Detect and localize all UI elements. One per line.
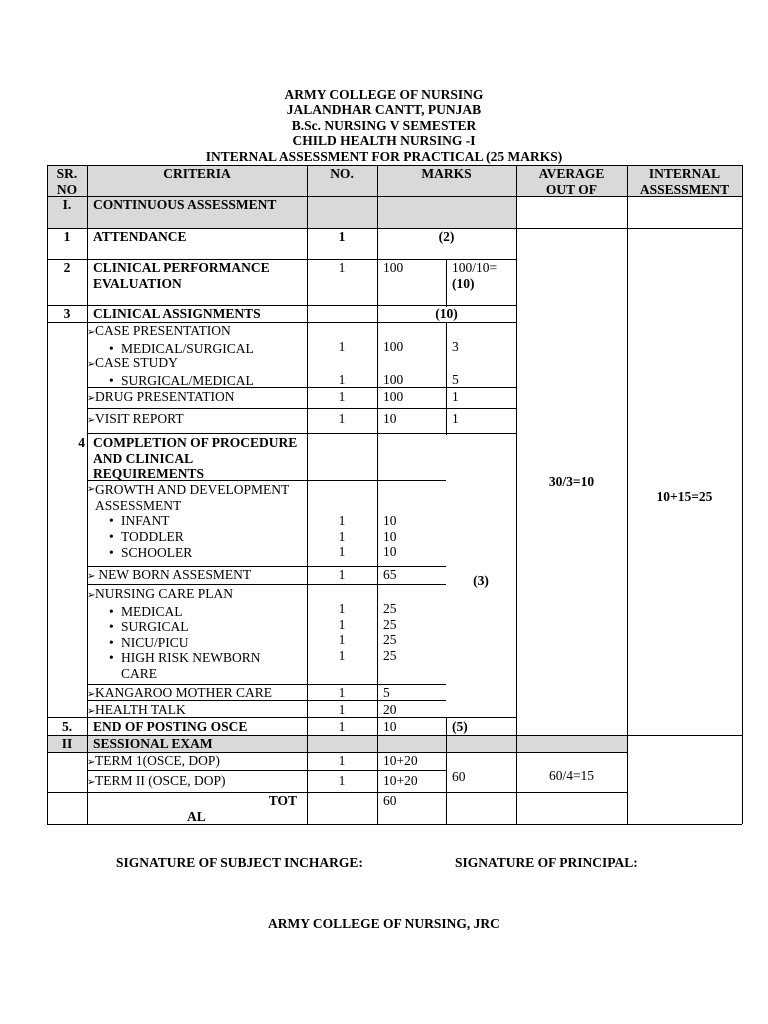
case-presentation-score: 3: [452, 339, 459, 354]
arrow-bullet-icon: ➢: [87, 359, 96, 370]
header-average: AVERAGE OUT OF: [538, 166, 605, 197]
arrow-bullet-icon: ➢: [87, 327, 96, 338]
term2-marks: 10+20: [383, 773, 418, 788]
case-presentation-label: CASE PRESENTATION: [95, 323, 231, 338]
care-plan-item-marks: 25: [383, 616, 397, 632]
health-talk-cell: [87, 702, 307, 720]
arrow-bullet-icon: ➢: [87, 777, 96, 788]
arrow-bullet-icon: ➢: [87, 706, 96, 717]
header-college: ARMY COLLEGE OF NURSING: [284, 87, 484, 102]
drug-presentation-marks: 100: [383, 389, 404, 404]
section-2-label: SESSIONAL EXAM: [93, 736, 213, 751]
header-semester: B.Sc. NURSING V SEMESTER: [291, 117, 477, 133]
case-study-sub: SURGICAL/MEDICAL: [121, 372, 254, 388]
visit-report-label: VISIT REPORT: [95, 411, 184, 426]
header-location: JALANDHAR CANTT, PUNJAB: [286, 102, 482, 118]
kangaroo-no: 1: [338, 685, 346, 700]
arrow-bullet-icon: ➢: [87, 590, 96, 601]
care-plan-item-no: 1: [338, 647, 346, 663]
signature-principal: SIGNATURE OF PRINCIPAL:: [455, 855, 638, 870]
care-plan-item-label: MEDICAL: [121, 603, 183, 619]
internal-assessment-total: 10+15=25: [656, 489, 713, 504]
completion-label: COMPLETION OF PROCEDURE AND CLINICAL REQUIREMENTS: [93, 435, 298, 482]
attendance-label: ATTENDANCE: [93, 229, 187, 244]
bullet-icon: •: [109, 513, 114, 529]
total-label-b: AL: [187, 808, 206, 824]
drug-presentation-score: 1: [452, 389, 459, 404]
growth-item-no: 1: [338, 513, 346, 528]
arrow-bullet-icon: ➢: [87, 571, 96, 582]
term2-label: TERM II (OSCE, DOP): [95, 773, 226, 788]
term1-label: TERM 1(OSCE, DOP): [95, 753, 220, 768]
visit-report-no: 1: [338, 411, 346, 426]
clinical-perf-label: CLINICAL PERFORMANCE EVALUATION: [93, 260, 270, 291]
term1-cell: [87, 753, 307, 771]
header-srno: SR. NO: [56, 166, 78, 197]
bullet-icon: •: [109, 603, 114, 619]
care-plan-item-marks: 25: [383, 647, 397, 663]
attendance-no: 1: [338, 229, 346, 244]
section-1-sr: I.: [62, 197, 72, 212]
term1-no: 1: [338, 753, 346, 768]
health-talk-no: 1: [338, 702, 346, 717]
attendance-sr: 1: [63, 229, 71, 244]
care-plan-item-marks: 25: [383, 601, 397, 616]
growth-item-label: TODDLER: [121, 528, 184, 544]
care-plan-item-no: 1: [338, 632, 346, 648]
bullet-icon: •: [109, 340, 114, 356]
arrow-bullet-icon: ➢: [87, 393, 96, 404]
signature-subject-incharge: SIGNATURE OF SUBJECT INCHARGE:: [116, 855, 363, 870]
kangaroo-marks: 5: [383, 685, 390, 700]
care-plan-no-col: [307, 601, 377, 663]
newborn-cell: [87, 567, 307, 585]
header-assessment: INTERNAL ASSESSMENT FOR PRACTICAL (25 MARKS): [205, 148, 563, 164]
case-study-label: CASE STUDY: [95, 355, 178, 370]
header-marks: MARKS: [421, 166, 472, 181]
case-study-score: 5: [452, 372, 459, 387]
total-label-a: TOT: [268, 793, 297, 808]
clinical-assign-label: CLINICAL ASSIGNMENTS: [93, 306, 261, 321]
growth-item-marks: 10: [383, 528, 397, 544]
clinical-perf-calc-b: (10): [452, 275, 475, 291]
sessional-average: 60/4=15: [548, 768, 595, 783]
health-talk-label: HEALTH TALK: [95, 702, 186, 717]
visit-report-marks: 10: [383, 411, 397, 426]
section-1-label: CONTINUOUS ASSESSMENT: [93, 197, 277, 212]
osce-no: 1: [338, 719, 346, 734]
case-study-no: 1: [338, 372, 346, 387]
header-subject: CHILD HEALTH NURSING -I: [292, 133, 476, 149]
clinical-perf-sr: 2: [63, 260, 71, 275]
care-plan-item-label: NICU/PICU: [121, 634, 189, 650]
growth-marks-col: [377, 513, 446, 560]
growth-item-label: INFANT: [121, 513, 170, 529]
care-plan-item-no: 1: [338, 616, 346, 632]
care-plan-item-marks: 25: [383, 632, 397, 648]
sessional-total: 60: [452, 769, 466, 784]
header-criteria: CRITERIA: [163, 166, 231, 181]
osce-sr: 5.: [61, 719, 73, 734]
care-plan-label: NURSING CARE PLAN: [95, 586, 234, 601]
case-presentation-marks: 100: [383, 339, 404, 354]
drug-presentation-cell: [87, 389, 307, 407]
drug-presentation-no: 1: [338, 389, 346, 404]
clinical-assign-sr: 3: [63, 306, 71, 321]
growth-no-col: [307, 513, 377, 560]
kangaroo-label: KANGAROO MOTHER CARE: [95, 685, 273, 700]
total-label: [87, 793, 307, 824]
term2-no: 1: [338, 773, 346, 788]
bullet-icon: •: [109, 634, 114, 650]
newborn-marks: 65: [383, 567, 397, 582]
header-no: NO.: [330, 166, 354, 181]
growth-cell: [87, 482, 307, 561]
completion-sr: 4: [78, 435, 85, 450]
clinical-perf-calc: [446, 260, 516, 291]
growth-item-marks: 10: [383, 544, 397, 560]
case-study-marks: 100: [383, 372, 404, 387]
case-presentation-cell: [87, 323, 307, 356]
bullet-icon: •: [109, 650, 114, 666]
newborn-no: 1: [338, 567, 346, 582]
kangaroo-cell: [87, 685, 307, 703]
osce-marks: 10: [383, 719, 397, 734]
growth-label: GROWTH AND DEVELOPMENT ASSESSMENT: [95, 482, 289, 513]
arrow-bullet-icon: ➢: [87, 757, 96, 768]
term1-marks: 10+20: [383, 753, 418, 768]
visit-report-cell: [87, 411, 307, 429]
visit-report-score: 1: [452, 411, 459, 426]
arrow-bullet-icon: ➢: [87, 415, 96, 426]
continuous-average: 30/3=10: [548, 474, 595, 489]
care-plan-item-label: HIGH RISK NEWBORN CARE: [121, 650, 261, 681]
clinical-perf-no: 1: [338, 260, 346, 275]
case-presentation-no: 1: [338, 339, 346, 354]
section-2-sr: II: [61, 736, 73, 751]
growth-item-marks: 10: [383, 513, 397, 528]
bullet-icon: •: [109, 619, 114, 635]
care-plan-cell: [87, 586, 307, 682]
clinical-assign-marks: (10): [435, 306, 458, 321]
arrow-bullet-icon: ➢: [87, 689, 96, 700]
growth-item-no: 1: [338, 544, 346, 560]
case-presentation-sub: MEDICAL/SURGICAL: [121, 340, 254, 356]
case-study-cell: [87, 355, 307, 388]
attendance-marks: (2): [438, 229, 455, 244]
completion-score: (3): [473, 573, 489, 588]
drug-presentation-label: DRUG PRESENTATION: [95, 389, 235, 404]
care-plan-item-no: 1: [338, 601, 346, 616]
footer-college: ARMY COLLEGE OF NURSING, JRC: [268, 916, 500, 931]
bullet-icon: •: [109, 528, 114, 544]
osce-score: (5): [452, 719, 468, 734]
care-plan-marks-col: [377, 601, 446, 663]
newborn-label: NEW BORN ASSESMENT: [98, 567, 252, 582]
health-talk-marks: 20: [383, 702, 397, 717]
arrow-bullet-icon: ➢: [87, 484, 96, 495]
osce-label: END OF POSTING OSCE: [93, 719, 248, 734]
header-internal: INTERNAL ASSESSMENT: [639, 166, 730, 197]
term2-cell: [87, 773, 307, 791]
growth-item-no: 1: [338, 528, 346, 544]
bullet-icon: •: [109, 372, 114, 388]
care-plan-item-label: SURGICAL: [121, 619, 189, 635]
clinical-perf-marks: 100: [383, 260, 404, 275]
clinical-perf-calc-a: 100/10=: [452, 260, 498, 275]
total-marks: 60: [383, 793, 397, 808]
bullet-icon: •: [109, 545, 114, 561]
growth-item-label: SCHOOLER: [121, 545, 193, 561]
